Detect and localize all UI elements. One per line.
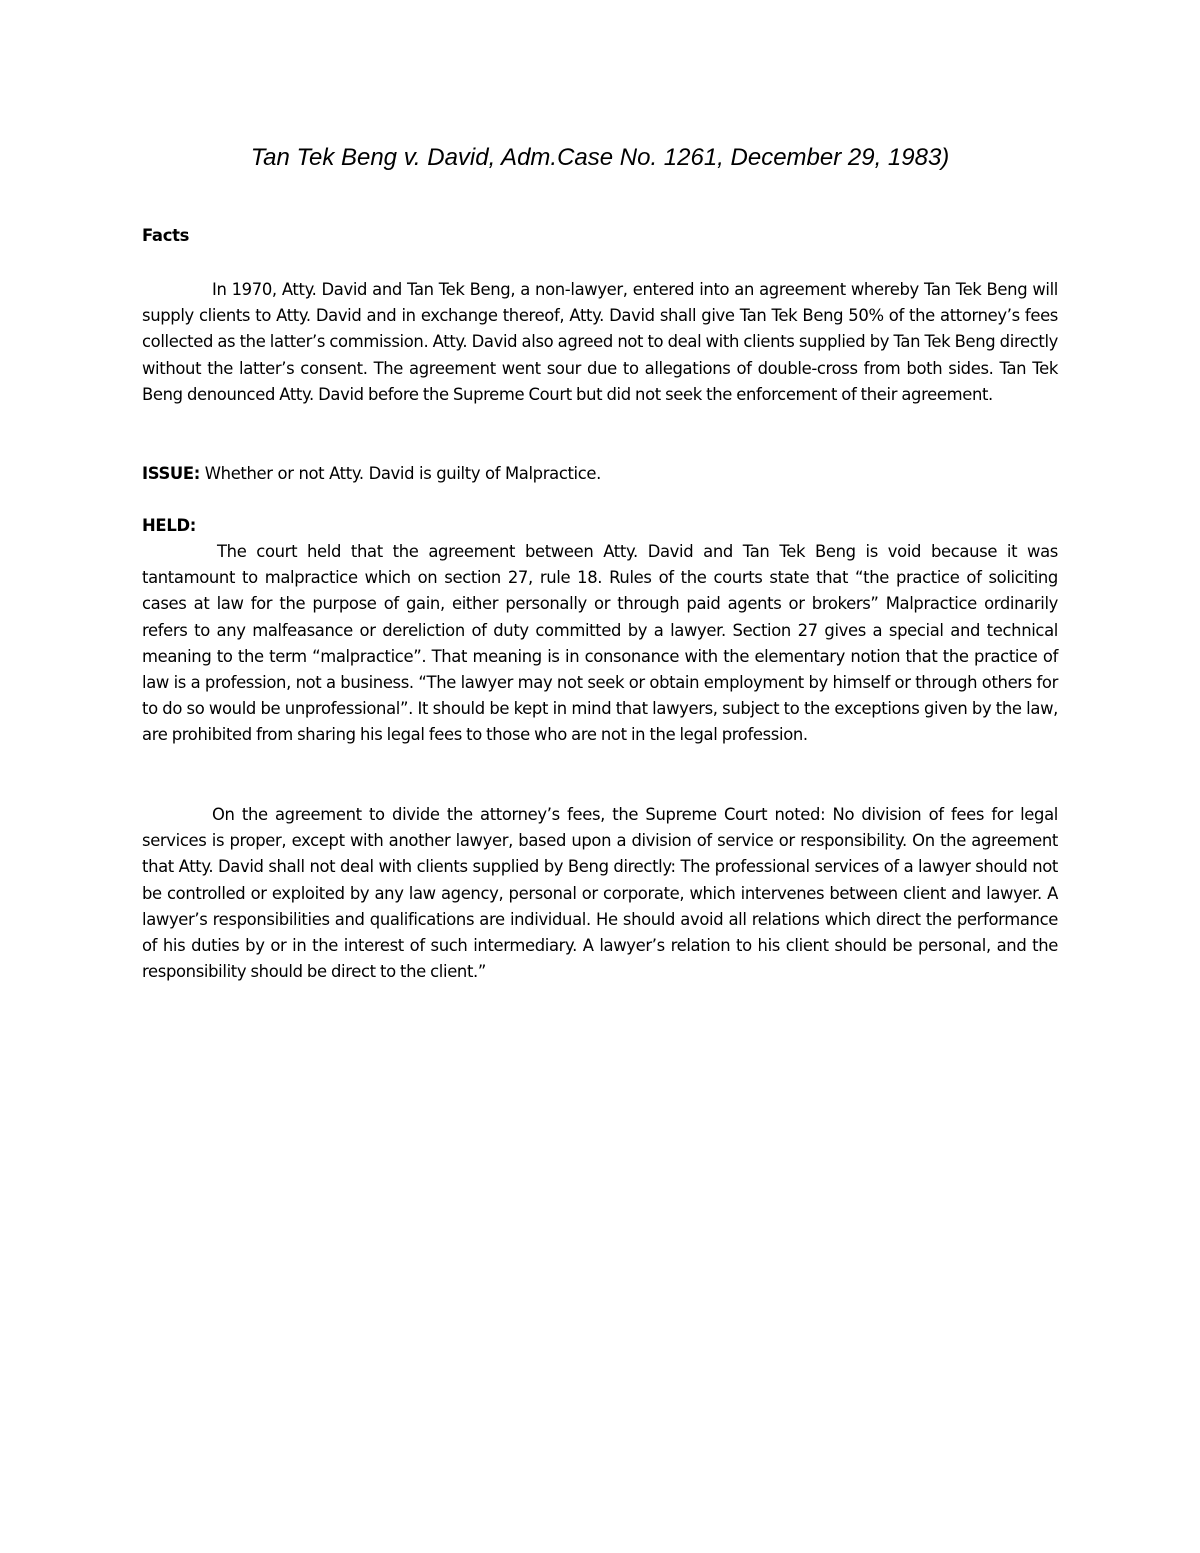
held-paragraph-2: On the agreement to divide the attorney’s fees, the Supreme Court noted: No division of fees for legal services is proper, except with another lawyer, based upon a division of service or responsibility. On the agreement that Atty. David shall not deal with clients supplied by Beng directly: The professional services of a lawyer should not be controlled or exploited by any law agency, personal or corporate, which intervenes between client and lawyer. A lawyer’s responsibilities and qualifications are individual. He should avoid all relations which direct the performance of his duties by or in the interest of such intermediary. A lawyer’s relation to his client should be personal, and the responsibility should be direct to the client.”: [142, 805, 1058, 982]
held-heading: HELD:: [142, 516, 197, 535]
issue-line: [142, 461, 601, 487]
facts-paragraph: In 1970, Atty. David and Tan Tek Beng, a non-lawyer, entered into an agreement whereby Tan Tek Beng will supply clients to Atty. David and in exchange thereof, Atty. David shall give Tan Tek Beng 50% of the attorney’s fees collected as the latter’s commission. Atty. David also agreed not to deal with clients supplied by Tan Tek Beng directly without the latter’s consent. The agreement went sour due to allegations of double-cross from both sides. Tan Tek Beng denounced Atty. David before the Supreme Court but did not seek the enforcement of their agreement.: [142, 280, 1058, 404]
facts-section: [142, 277, 1058, 408]
issue-text: Whether or not Atty. David is guilty of Malpractice.: [199, 464, 602, 483]
held-section: [142, 539, 1058, 749]
issue-label: ISSUE:: [142, 464, 200, 483]
case-title: Tan Tek Beng v. David, Adm.Case No. 1261, December 29, 1983): [250, 144, 950, 171]
held-paragraph-1: The court held that the agreement between Atty. David and Tan Tek Beng is void because it was tantamount to malpractice which on section 27, rule 18. Rules of the courts state that “the practice of soliciting cases at law for the purpose of gain, either personally or through paid agents or brokers” Malpractice ordinarily refers to any malfeasance or dereliction of duty committed by a lawyer. Section 27 gives a special and technical meaning to the term “malpractice”. That meaning is in consonance with the elementary notion that the practice of law is a profession, not a business. “The lawyer may not seek or obtain employment by himself or through others for to do so would be unprofessional”. It should be kept in mind that lawyers, subject to the exceptions given by the law, are prohibited from sharing his legal fees to those who are not in the legal profession.: [142, 542, 1058, 745]
held-section-continued: [142, 802, 1058, 985]
facts-heading: Facts: [142, 226, 190, 245]
